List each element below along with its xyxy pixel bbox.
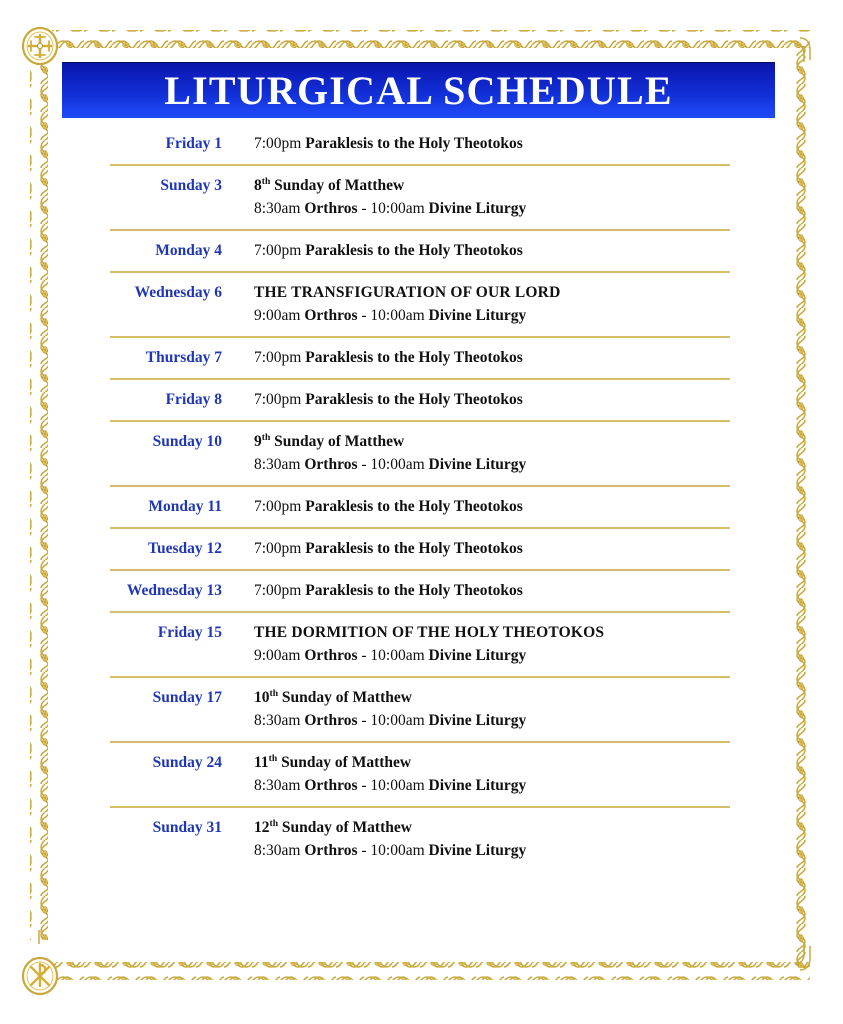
feast-name: Sunday of Matthew (274, 177, 405, 194)
chi-rho-medallion-icon (23, 958, 57, 994)
service-time: 8:30am (254, 712, 301, 729)
service-time: 10:00am (370, 842, 425, 859)
feast-ordinal-suffix: th (269, 817, 279, 829)
service-time: 7:00pm (254, 391, 302, 408)
entry-feast-line (254, 281, 730, 304)
feast-name: Sunday of Matthew (281, 689, 412, 706)
service-name: Divine Liturgy (428, 456, 527, 473)
entry-date: Sunday 3 (160, 177, 222, 194)
service-time: 9:00am (254, 647, 301, 664)
entry-service-line (254, 774, 730, 797)
entry-date: Wednesday 6 (134, 284, 222, 301)
service-time: 10:00am (370, 456, 425, 473)
feast-ordinal-number: 9 (254, 433, 262, 450)
service-time: 10:00am (370, 712, 425, 729)
entry-date: Monday 4 (155, 242, 222, 259)
service-time: 9:00am (254, 307, 301, 324)
service-name: Divine Liturgy (428, 200, 527, 217)
entry-body (222, 281, 730, 327)
entry-body (222, 621, 730, 667)
service-name: Orthros (304, 842, 358, 859)
service-name: Divine Liturgy (428, 712, 527, 729)
schedule-entry (110, 231, 730, 271)
schedule-entry (110, 380, 730, 420)
service-separator: - (361, 712, 367, 729)
entry-service-line (254, 644, 730, 667)
service-name: Orthros (304, 777, 358, 794)
service-name: Paraklesis to the Holy Theotokos (305, 349, 523, 366)
entry-service-line (254, 495, 730, 518)
service-name: Paraklesis to the Holy Theotokos (305, 498, 523, 515)
service-time: 8:30am (254, 200, 301, 217)
service-time: 8:30am (254, 777, 301, 794)
feast-ordinal-suffix: th (269, 687, 279, 699)
entry-service-line (254, 453, 730, 476)
entry-body (222, 537, 730, 560)
service-time: 7:00pm (254, 582, 302, 599)
feast-ordinal-number: 12 (254, 819, 270, 836)
entry-body (222, 430, 730, 476)
schedule-list (110, 124, 730, 871)
feast-name: THE TRANSFIGURATION OF OUR LORD (254, 284, 561, 301)
schedule-entry (110, 422, 730, 485)
entry-feast-line (254, 621, 730, 644)
entry-body (222, 751, 730, 797)
entry-feast-line (254, 174, 730, 197)
entry-date: Monday 11 (148, 498, 222, 515)
service-separator: - (361, 307, 367, 324)
service-name: Divine Liturgy (428, 307, 527, 324)
service-time: 7:00pm (254, 349, 302, 366)
entry-date: Sunday 17 (152, 689, 222, 706)
feast-ordinal-suffix: th (268, 752, 278, 764)
service-name: Paraklesis to the Holy Theotokos (305, 242, 523, 259)
entry-service-line (254, 239, 730, 262)
feast-ordinal-suffix: th (261, 431, 271, 443)
service-time: 10:00am (370, 647, 425, 664)
feast-name: Sunday of Matthew (281, 819, 412, 836)
service-name: Paraklesis to the Holy Theotokos (305, 135, 523, 152)
entry-date: Sunday 10 (152, 433, 222, 450)
feast-ordinal-number: 8 (254, 177, 262, 194)
entry-body (222, 816, 730, 862)
service-time: 8:30am (254, 456, 301, 473)
service-time: 10:00am (370, 777, 425, 794)
entry-service-line (254, 537, 730, 560)
service-time: 7:00pm (254, 135, 302, 152)
entry-date: Friday 1 (165, 135, 222, 152)
schedule-entry (110, 124, 730, 164)
service-separator: - (361, 200, 367, 217)
entry-date: Friday 15 (157, 624, 222, 641)
entry-service-line (254, 709, 730, 732)
schedule-entry (110, 487, 730, 527)
service-separator: - (361, 842, 367, 859)
entry-service-line (254, 388, 730, 411)
entry-body (222, 174, 730, 220)
schedule-entry (110, 571, 730, 611)
service-name: Divine Liturgy (428, 842, 527, 859)
service-separator: - (361, 647, 367, 664)
service-name: Paraklesis to the Holy Theotokos (305, 391, 523, 408)
schedule-entry (110, 678, 730, 741)
entry-body (222, 579, 730, 602)
service-time: 7:00pm (254, 498, 302, 515)
service-name: Orthros (304, 200, 358, 217)
entry-date: Friday 8 (165, 391, 222, 408)
entry-date: Thursday 7 (145, 349, 222, 366)
entry-service-line (254, 346, 730, 369)
feast-ordinal-number: 10 (254, 689, 270, 706)
schedule-entry (110, 273, 730, 336)
entry-date: Tuesday 12 (148, 540, 222, 557)
feast-name: Sunday of Matthew (281, 754, 412, 771)
schedule-entry (110, 529, 730, 569)
schedule-entry (110, 613, 730, 676)
entry-body (222, 239, 730, 262)
entry-date: Sunday 24 (152, 754, 222, 771)
entry-service-line (254, 197, 730, 220)
service-name: Orthros (304, 712, 358, 729)
schedule-entry (110, 338, 730, 378)
entry-body (222, 495, 730, 518)
entry-feast-line (254, 816, 730, 839)
service-name: Orthros (304, 647, 358, 664)
entry-feast-line (254, 751, 730, 774)
service-separator: - (361, 456, 367, 473)
service-name: Orthros (304, 307, 358, 324)
entry-service-line (254, 839, 730, 862)
entry-service-line (254, 132, 730, 155)
entry-body (222, 346, 730, 369)
feast-name: Sunday of Matthew (274, 433, 405, 450)
service-time: 10:00am (370, 200, 425, 217)
feast-name: THE DORMITION OF THE HOLY THEOTOKOS (254, 624, 605, 641)
service-name: Paraklesis to the Holy Theotokos (305, 540, 523, 557)
page-title: LITURGICAL SCHEDULE (164, 67, 673, 113)
entry-body (222, 686, 730, 732)
entry-date: Wednesday 13 (126, 582, 222, 599)
schedule-entry (110, 743, 730, 806)
entry-feast-line (254, 686, 730, 709)
entry-feast-line (254, 430, 730, 453)
entry-service-line (254, 579, 730, 602)
page-title-bar (62, 62, 775, 118)
service-time: 8:30am (254, 842, 301, 859)
feast-ordinal-number: 11 (254, 754, 269, 771)
entry-body (222, 388, 730, 411)
cross-medallion-icon (23, 28, 57, 64)
schedule-entry (110, 808, 730, 871)
service-time: 7:00pm (254, 242, 302, 259)
service-time: 7:00pm (254, 540, 302, 557)
entry-service-line (254, 304, 730, 327)
service-time: 10:00am (370, 307, 425, 324)
service-name: Orthros (304, 456, 358, 473)
service-name: Paraklesis to the Holy Theotokos (305, 582, 523, 599)
schedule-entry (110, 166, 730, 229)
service-name: Divine Liturgy (428, 777, 527, 794)
service-separator: - (361, 777, 367, 794)
feast-ordinal-suffix: th (261, 175, 271, 187)
entry-body (222, 132, 730, 155)
service-name: Divine Liturgy (428, 647, 527, 664)
entry-date: Sunday 31 (152, 819, 222, 836)
